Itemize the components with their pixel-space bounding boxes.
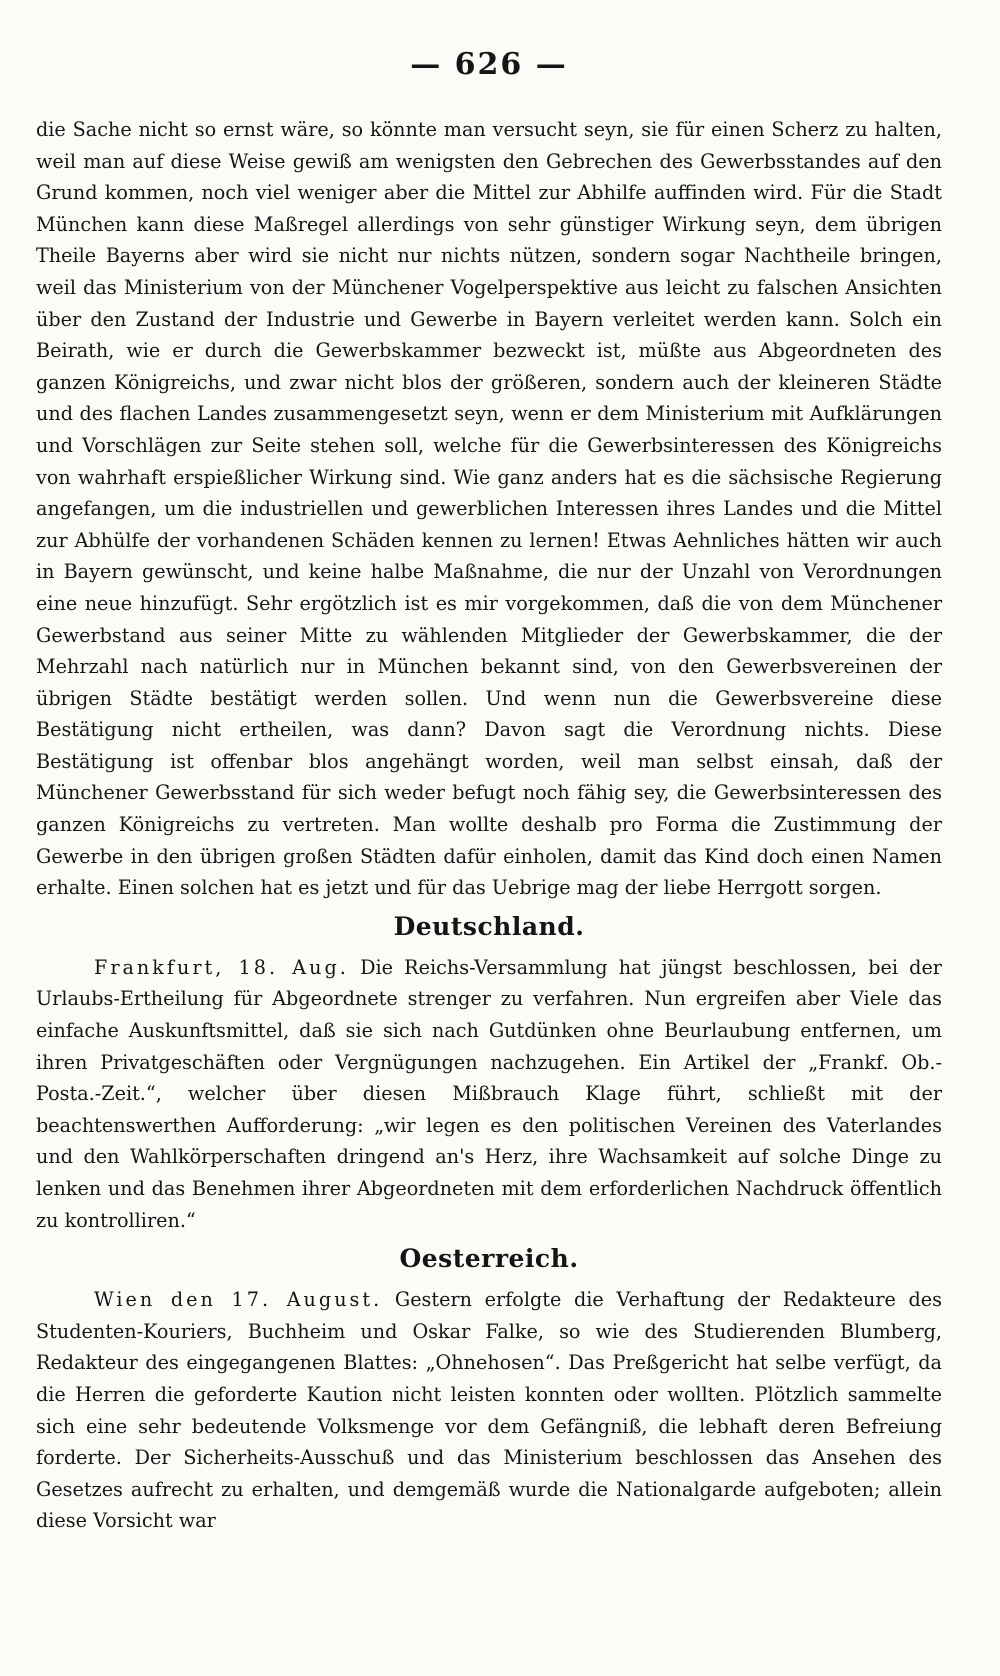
article-wien — [36, 1284, 942, 1537]
continuation-paragraph: die Sache nicht so ernst wäre, so könnte man versucht seyn, sie für einen Scherz zu halten, weil man auf diese Weise gewiß am wenigsten den Gebrechen des Gewerbsstandes auf den Grund kommen, noch viel weniger aber die Mittel zur Abhilfe auffinden wird. Für die Stadt München kann diese Maßregel allerdings von sehr günstiger Wirkung seyn, dem übrigen Theile Bayerns aber wird sie nicht nur nichts nützen, sondern sogar Nachtheile bringen, weil das Ministerium von der Münchener Vogelperspektive aus leicht zu falschen Ansichten über den Zustand der Industrie und Gewerbe in Bayern verleitet werden kann. Solch ein Beirath, wie er durch die Gewerbskammer bezweckt ist, müßte aus Abgeordneten des ganzen Königreichs, und zwar nicht blos der größeren, sondern auch der kleineren Städte und des flachen Landes zusammengesetzt seyn, wenn er dem Ministerium mit Aufklärungen und Vorschlägen zur Seite stehen soll, welche für die Gewerbsinteressen des Königreichs von wahrhaft erspießlicher Wirkung sind. Wie ganz anders hat es die sächsische Regierung angefangen, um die industriellen und gewerblichen Interessen ihres Landes und die Mittel zur Abhülfe der vorhandenen Schäden kennen zu lernen! Etwas Aehnliches hätten wir auch in Bayern gewünscht, und keine halbe Maßnahme, die nur der Unzahl von Verordnungen eine neue hinzufügt. Sehr ergötzlich ist es mir vorgekommen, daß die von dem Münchener Gewerbstand aus seiner Mitte zu wählenden Mitglieder der Gewerbskammer, die der Mehrzahl nach natürlich nur in München bekannt sind, von den Gewerbsvereinen der übrigen Städte bestätigt werden sollen. Und wenn nun die Gewerbsvereine diese Bestätigung nicht ertheilen, was dann? Davon sagt die Verordnung nichts. Diese Bestätigung ist offenbar blos angehängt worden, weil man selbst einsah, daß der Münchener Gewerbsstand für sich weder befugt noch fähig sey, die Gewerbsinteressen des ganzen Königreichs zu vertreten. Man wollte deshalb pro Forma die Zustimmung der Gewerbe in den übrigen großen Städten dafür einholen, damit das Kind doch einen Namen erhalte. Einen solchen hat es jetzt und für das Uebrige mag der liebe Herrgott sorgen. — [36, 118, 942, 900]
article-wien-text: Gestern erfolgte die Verhaftung der Redakteure des Studenten-Kouriers, Buchheim und Oskar Falke, so wie des Studierenden Blumberg, Redakteur des eingegangenen Blattes: „Ohnehosen“. Das Preßgericht hat selbe verfügt, da die Herren die geforderte Kaution nicht leisten konnten oder wollten. Plötzlich sammelte sich eine sehr bedeutende Volksmenge vor dem Gefängniß, die lebhaft deren Befreiung forderte. Der Sicherheits-Ausschuß und das Ministerium beschlossen das Ansehen des Gesetzes aufrecht zu erhalten, und demgemäß wurde die Nationalgarde aufgeboten; allein diese Vorsicht war — [36, 1288, 942, 1533]
dateline-wien: Wien den 17. August. — [94, 1288, 383, 1312]
article-frankfurt-text: Die Reichs-Versammlung hat jüngst beschlossen, bei der Urlaubs-Ertheilung für Abgeordnete strenger zu verfahren. Nun ergreifen aber Viele das einfache Auskunftsmittel, daß sie sich nach Gutdünken ohne Beurlaubung entfernen, um ihren Privatgeschäften oder Vergnügungen nachzugehen. Ein Artikel der „Frankf. Ob.-Posta.-Zeit.“, welcher über diesen Mißbrauch Klage führt, schließt mit der beachtenswerthen Aufforderung: „wir legen es den politischen Vereinen des Vaterlandes und den Wahlkörperschaften dringend an's Herz, ihre Wachsamkeit auf solche Dinge zu lenken und das Benehmen ihrer Abgeordneten mit dem erforderlichen Nachdruck öffentlich zu kontrolliren.“ — [36, 955, 942, 1232]
section-heading-deutschland: Deutschland. — [393, 911, 585, 941]
page-number: — 626 — — [410, 47, 568, 82]
dateline-frankfurt: Frankfurt, 18. Aug. — [94, 955, 349, 979]
section-heading-oesterreich: Oesterreich. — [399, 1244, 579, 1274]
article-frankfurt — [36, 952, 942, 1236]
